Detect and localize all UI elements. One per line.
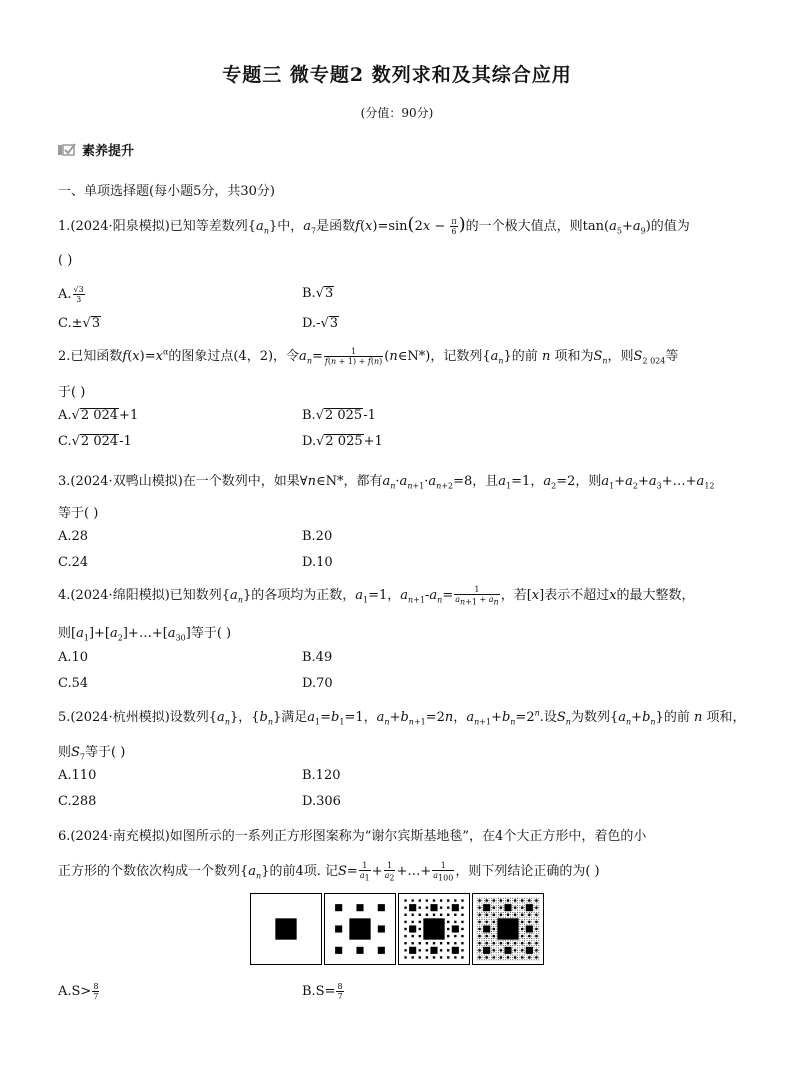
q5-text-g: .设 xyxy=(539,710,557,725)
q2-continuation: 于( ) xyxy=(58,385,86,400)
section-header xyxy=(58,140,134,159)
q3-continuation: 等于( ) xyxy=(58,506,99,521)
carpet-level-2 xyxy=(324,893,396,965)
q3-text-b: ∈N*，都有 xyxy=(315,474,383,489)
q2-text-c: ( xyxy=(384,349,390,364)
question-2: 2.已知函数$f(x)=x^\alpha$的图象过点(4，2)，令$a_n=$ $\frac{1}{f(n + 1) + f(n)}$ (n∈N*)，记数列$\{a_n\}$的前 n 项和为$S_n$，则$S_{2 024}$等 xyxy=(58,347,679,366)
q1-option-b-radicand: 3 xyxy=(324,286,334,301)
q2-text-d: ∈N*)，记数列{ xyxy=(397,349,491,364)
q2-option-d-radicand: 2 025 xyxy=(325,434,363,449)
subsection-heading: 一、单项选择题(每小题5分，共30分) xyxy=(58,184,275,199)
q5-text-f: ， xyxy=(453,710,467,725)
q2-option-a-tail: +1 xyxy=(119,408,139,423)
q3-text-a: 3.(2024·双鸭山模拟)在一个数列中，如果∀ xyxy=(58,474,308,489)
q1-option-c[interactable] xyxy=(58,316,101,331)
q2-option-d[interactable] xyxy=(302,434,383,449)
q1-option-d[interactable] xyxy=(302,316,339,331)
q4-option-c[interactable]: C.54 xyxy=(58,676,89,691)
q4-text-a: 4.(2024·绵阳模拟)已知数列{ xyxy=(58,588,231,603)
q4-option-a[interactable]: A.10 xyxy=(58,650,89,665)
page-title: 专题三 微专题2 数列求和及其综合应用 xyxy=(222,64,572,86)
sierpinski-carpet-figure xyxy=(250,893,544,965)
score-note: (分值：90分) xyxy=(360,106,434,120)
q1-text-a: 1.(2024·阳泉模拟)已知等差数列{ xyxy=(58,219,257,234)
q1-paren: ( ) xyxy=(58,253,73,268)
q2-option-b[interactable] xyxy=(302,408,376,423)
carpet-level-4 xyxy=(472,893,544,965)
q1-text-d: =sin xyxy=(377,219,408,234)
q5-text-b: }，{ xyxy=(229,710,260,725)
question-3: 3.(2024·双鸭山模拟)在一个数列中，如果∀n∈N*，都有$a_n\cdot a_{n+1}\cdot a_{n+2}=8$，且$a_1=1$，$a_2=2$，则$a_1+a_2+a_3+\dots+a_{12}$ xyxy=(58,474,715,491)
q4-text-c: =1， xyxy=(368,588,401,603)
q4-option-d[interactable]: D.70 xyxy=(302,676,333,691)
q3-option-b[interactable]: B.20 xyxy=(302,529,333,544)
q1-text-c: 是函数 xyxy=(316,219,356,234)
q2-text-a: 2.已知函数 xyxy=(58,349,123,364)
q5-option-a[interactable]: A.110 xyxy=(58,768,97,783)
q1-text-b: }中， xyxy=(268,219,304,234)
q6-option-a-frac: $\frac{8}{7}$ xyxy=(93,982,99,1001)
carpet-level-1 xyxy=(250,893,322,965)
q3-text-c: =8，且 xyxy=(453,474,499,489)
q2-text-e: }的前 xyxy=(503,349,538,364)
q5-text-c: }满足 xyxy=(273,710,308,725)
q4-text-f: 的最大整数， xyxy=(616,588,695,603)
q1-option-a-label: A. xyxy=(58,287,72,302)
q5-text-i: }的前 xyxy=(655,710,690,725)
q2-option-c-label: C. xyxy=(58,434,72,449)
q4-continuation: 则$[a_1]+[a_2]+\dots+[a_{30}]$等于( ) xyxy=(58,626,232,643)
q3-option-c[interactable]: C.24 xyxy=(58,555,89,570)
q1-option-d-label: D.- xyxy=(302,316,321,331)
q2-option-b-label: B. xyxy=(302,408,316,423)
q1-option-a[interactable] xyxy=(58,285,86,304)
q1-option-b-label: B. xyxy=(302,286,316,301)
q5-option-c[interactable]: C.288 xyxy=(58,794,97,809)
question-5: 5.(2024·杭州模拟)设数列$\{a_n\}$，$\{b_n\}$满足$a_1=b_1=1$，$a_n+b_{n+1}=2n$，$a_{n+1}+b_n=2^n$.设$S_n$为数列$\{a_n+b_n\}$的前 n 项和， xyxy=(58,708,746,727)
q3-option-a[interactable]: A.28 xyxy=(58,529,89,544)
q5-option-d[interactable]: D.306 xyxy=(302,794,341,809)
q6-text-d: ，则下列结论正确的为( ) xyxy=(455,864,600,879)
q5-cont-pre: 则 xyxy=(58,745,72,760)
q2-option-c-radicand: 2 024 xyxy=(80,434,119,449)
question-1: 1.(2024·阳泉模拟)已知等差数列$\{a_n\}$中，$a_7$是函数f(x)=sin(2x − $\frac{\pi}{6}$ )的一个极大值点，则$\tan(a_5+a_9)$的值为 xyxy=(58,214,690,236)
q1-text-e: 的一个极大值点，则tan( xyxy=(465,219,610,234)
q4-option-b[interactable]: B.49 xyxy=(302,650,333,665)
q2-option-d-tail: +1 xyxy=(363,434,383,449)
q4-text-e: ]表示不超过 xyxy=(539,588,610,603)
q2-option-a[interactable] xyxy=(58,408,138,423)
q2-option-c-tail: -1 xyxy=(119,434,132,449)
q1-option-b[interactable] xyxy=(302,286,334,301)
q5-cont-text: 等于( ) xyxy=(85,745,126,760)
q2-text-b: 的图象过点(4，2)，令 xyxy=(168,349,300,364)
q4-text-b: }的各项均为正数， xyxy=(242,588,356,603)
q2-text-f: 项和为 xyxy=(554,349,594,364)
q1-option-d-radicand: 3 xyxy=(329,316,339,331)
q1-option-a-frac: $\frac{√3}{3}$ xyxy=(73,285,84,304)
q5-text-e: =2 xyxy=(425,710,445,725)
check-pen-icon xyxy=(58,143,76,157)
q6-option-a-label: A.S> xyxy=(58,984,92,999)
carpet-level-3 xyxy=(398,893,470,965)
q2-option-a-label: A. xyxy=(58,408,72,423)
question-6: 6.(2024·南充模拟)如图所示的一系列正方形图案称为“谢尔宾斯基地毯”，在4个大正方形中，着色的小 xyxy=(58,829,647,844)
q2-text-h: 等 xyxy=(665,349,679,364)
q3-option-d[interactable]: D.10 xyxy=(302,555,333,570)
q6-option-b[interactable] xyxy=(302,982,345,1001)
q3-text-d: =1， xyxy=(511,474,544,489)
q6-option-b-label: B.S= xyxy=(302,984,336,999)
q5-text-h: 为数列{ xyxy=(570,710,619,725)
q5-option-b[interactable]: B.120 xyxy=(302,768,341,783)
q5-text-d: =1， xyxy=(344,710,377,725)
q2-option-d-label: D. xyxy=(302,434,317,449)
q4-cont-pre: 则 xyxy=(58,626,72,641)
q2-option-c[interactable] xyxy=(58,434,132,449)
section-label: 素养提升 xyxy=(82,144,135,159)
q6-text-c: }的前4项. 记 xyxy=(261,864,339,879)
q6-option-b-frac: $\frac{8}{7}$ xyxy=(337,982,343,1001)
q2-option-b-radicand: 2 025 xyxy=(324,408,363,423)
q6-option-a[interactable] xyxy=(58,982,100,1001)
q2-text-g: ，则 xyxy=(607,349,634,364)
q2-option-a-radicand: 2 024 xyxy=(80,408,119,423)
q5-text-a: 5.(2024·杭州模拟)设数列{ xyxy=(58,710,218,725)
q6-line-2: 正方形的个数依次构成一个数列$\{a_n\}$的前4项. 记S= $\frac{1}{a_1}$ + $\frac{1}{a_2}$ +…+ $\frac{1}{a_{100}}$ ，则下列结论正确的为( ) xyxy=(58,860,600,883)
question-4: 4.(2024·绵阳模拟)已知数列$\{a_n\}$的各项均为正数，$a_1=1$，$a_{n+1}-a_n=$ $\frac{1}{a_{n+1} + a_n}$ ，若[x]表示不超过x的最大整数， xyxy=(58,584,695,607)
q2-option-b-tail: -1 xyxy=(363,408,376,423)
q1-text-f: )的值为 xyxy=(645,219,690,234)
q4-cont-text: 等于( ) xyxy=(190,626,232,641)
q4-text-d: ，若[ xyxy=(500,588,532,603)
q6-text-b: 正方形的个数依次构成一个数列{ xyxy=(58,864,249,879)
q1-option-c-radicand: 3 xyxy=(91,316,101,331)
q1-option-c-label: C.± xyxy=(58,316,83,331)
q5-continuation: 则$S_7$等于( ) xyxy=(58,745,126,762)
q5-text-j: 项和， xyxy=(706,710,746,725)
q3-text-e: =2，则 xyxy=(556,474,602,489)
